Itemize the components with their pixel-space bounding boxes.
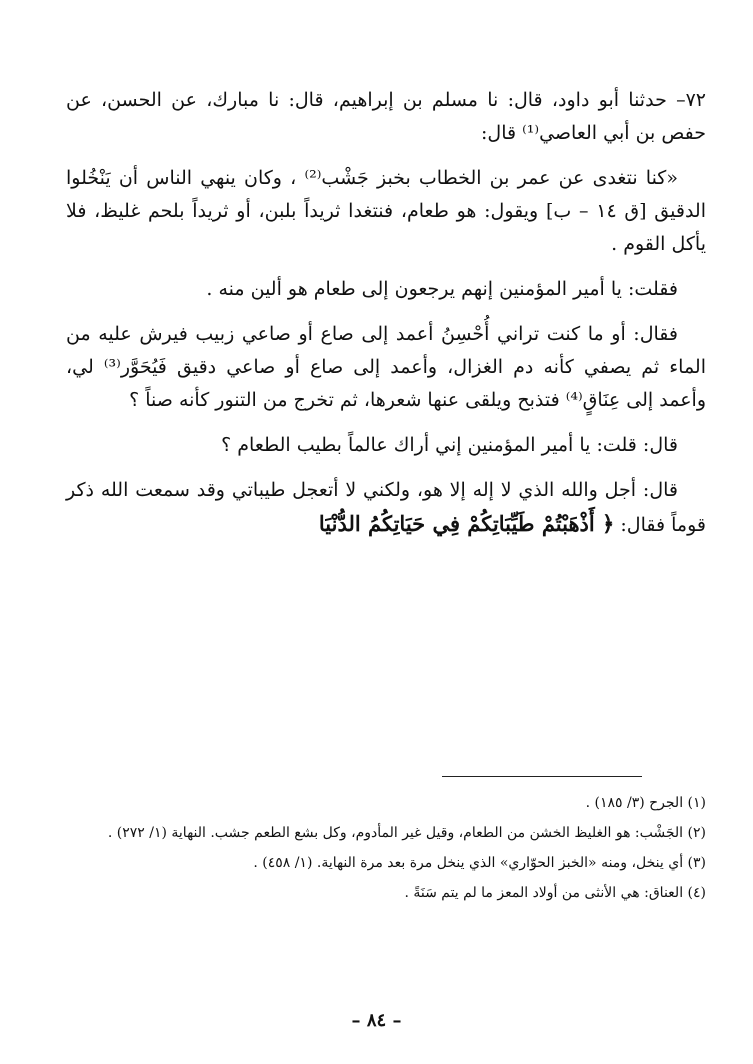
footnote-3: (٣) أي ينخل، ومنه «الخبز الحوّاري» الذي ينخل مرة بعد مرة النهاية. (١/ ٤٥٨) . [253, 855, 706, 871]
paragraph-6 [66, 474, 706, 542]
paragraph-4: فقال: أو ما كنت تراني أُحْسِنُ أعمد إلى صاع أو صاعي زبيب فيرش عليه من الماء ثم يصفي كأنه دم الغزال، وأعمد إلى صاع أو صاعي دقيق فَيُحَوَّر⁽³⁾ لي، وأعمد إلى عِنَاقٍ⁽⁴⁾ فتذبح ويلقى عنها شعرها، ثم تخرج من التنور كأنه صناً ؟ [66, 323, 707, 411]
footnote-divider [442, 776, 642, 777]
paragraph-3: فقلت: يا أمير المؤمنين إنهم يرجعون إلى طعام هو ألين منه . [206, 278, 678, 300]
main-text [66, 84, 706, 554]
footnote-4: (٤) العناق: هي الأنثى من أولاد المعز ما لم يتم سَنَةً . [404, 885, 706, 901]
paragraph-6-text: قال: أجل والله الذي لا إله إلا هو، ولكني لا أتعجل طيباتي وقد سمعت الله ذكر قوماً فقال: [66, 479, 706, 536]
paragraph-1: ٧٢– حدثنا أبو داود، قال: نا مسلم بن إبراهيم، قال: نا مبارك، عن الحسن، عن حفص بن أبي العاصي⁽¹⁾ قال: [66, 89, 706, 144]
page-number: – ٨٤ – [351, 1010, 402, 1031]
footnote-2: (٢) الجَشْب: هو الغليظ الخشن من الطعام، وقيل غير المأدوم، وكل بشع الطعم جشب. النهاية (١/ ٢٧٢) . [107, 825, 706, 841]
paragraph-5: قال: قلت: يا أمير المؤمنين إني أراك عالماً بطيب الطعام ؟ [221, 434, 678, 456]
footnote-1: (١) الجرح (٣/ ١٨٥) . [585, 795, 706, 811]
quran-verse: ﴿ أَذْهَبْتُمْ طَيِّبَاتِكُمْ فِي حَيَاتِكُمُ الدُّنْيَا [318, 511, 615, 536]
footnotes [66, 790, 706, 910]
paragraph-2: «كنا نتغدى عن عمر بن الخطاب بخبز جَشْب⁽²⁾ ، وكان ينهي الناس أن يَنْخُلوا الدقيق [ق ١٤ – ب] ويقول: هو طعام، فنتغدا ثريداً بلبن، أو ثريداً بلحم غليظ، فلا يأكل القوم . [66, 167, 706, 255]
